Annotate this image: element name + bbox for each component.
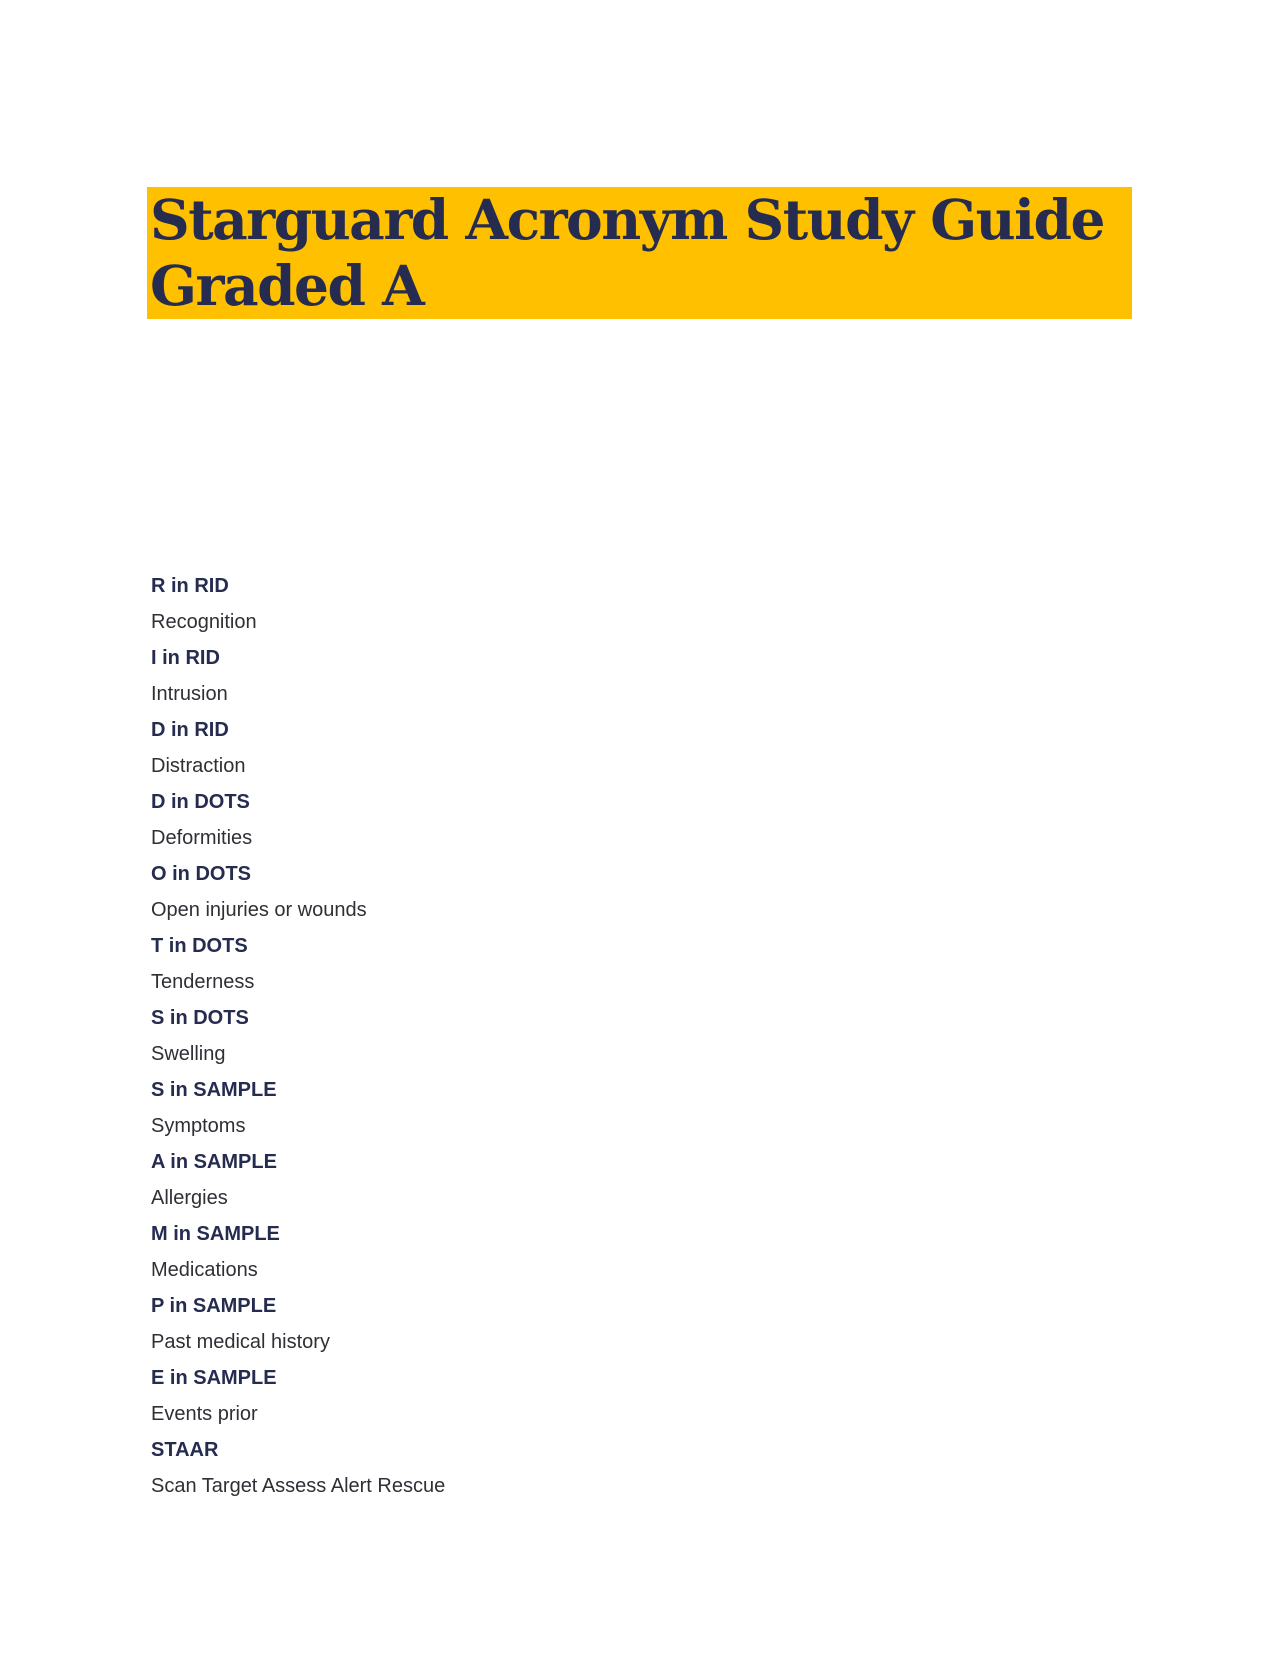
flashcard-item (151, 928, 1051, 1000)
flashcard-term: A in SAMPLE (151, 1151, 277, 1173)
flashcard-item (151, 1216, 1051, 1288)
flashcard-item (151, 856, 1051, 928)
flashcard-term: E in SAMPLE (151, 1367, 277, 1389)
flashcard-definition: Medications (151, 1259, 258, 1281)
flashcard-definition: Symptoms (151, 1115, 246, 1137)
flashcard-term: O in DOTS (151, 863, 251, 885)
flashcard-item (151, 712, 1051, 784)
flashcard-item (151, 1000, 1051, 1072)
flashcard-item (151, 1144, 1051, 1216)
flashcard-term: STAAR (151, 1439, 219, 1461)
flashcard-definition: Swelling (151, 1043, 226, 1065)
flashcard-item (151, 568, 1051, 640)
flashcard-item (151, 1072, 1051, 1144)
flashcard-list (151, 568, 1051, 1504)
flashcard-definition: Tenderness (151, 971, 255, 993)
flashcard-item (151, 640, 1051, 712)
flashcard-definition: Distraction (151, 755, 246, 777)
flashcard-item (151, 1360, 1051, 1432)
flashcard-item (151, 1432, 1051, 1504)
flashcard-term: S in DOTS (151, 1007, 249, 1029)
flashcard-term: S in SAMPLE (151, 1079, 277, 1101)
flashcard-definition: Open injuries or wounds (151, 899, 367, 921)
flashcard-item (151, 784, 1051, 856)
flashcard-term: T in DOTS (151, 935, 248, 957)
title-line-2: Graded A (150, 253, 424, 318)
flashcard-definition: Scan Target Assess Alert Rescue (151, 1475, 446, 1497)
flashcard-term: R in RID (151, 575, 229, 597)
flashcard-definition: Recognition (151, 611, 257, 633)
flashcard-term: M in SAMPLE (151, 1223, 280, 1245)
flashcard-definition: Events prior (151, 1403, 258, 1425)
flashcard-term: P in SAMPLE (151, 1295, 277, 1317)
flashcard-definition: Past medical history (151, 1331, 330, 1353)
flashcard-item (151, 1288, 1051, 1360)
flashcard-term: D in RID (151, 719, 229, 741)
flashcard-term: I in RID (151, 647, 220, 669)
document-title (147, 187, 1132, 319)
title-line-1: Starguard Acronym Study Guide (150, 187, 1104, 252)
flashcard-definition: Deformities (151, 827, 253, 849)
flashcard-definition: Intrusion (151, 683, 228, 705)
flashcard-definition: Allergies (151, 1187, 228, 1209)
flashcard-term: D in DOTS (151, 791, 250, 813)
